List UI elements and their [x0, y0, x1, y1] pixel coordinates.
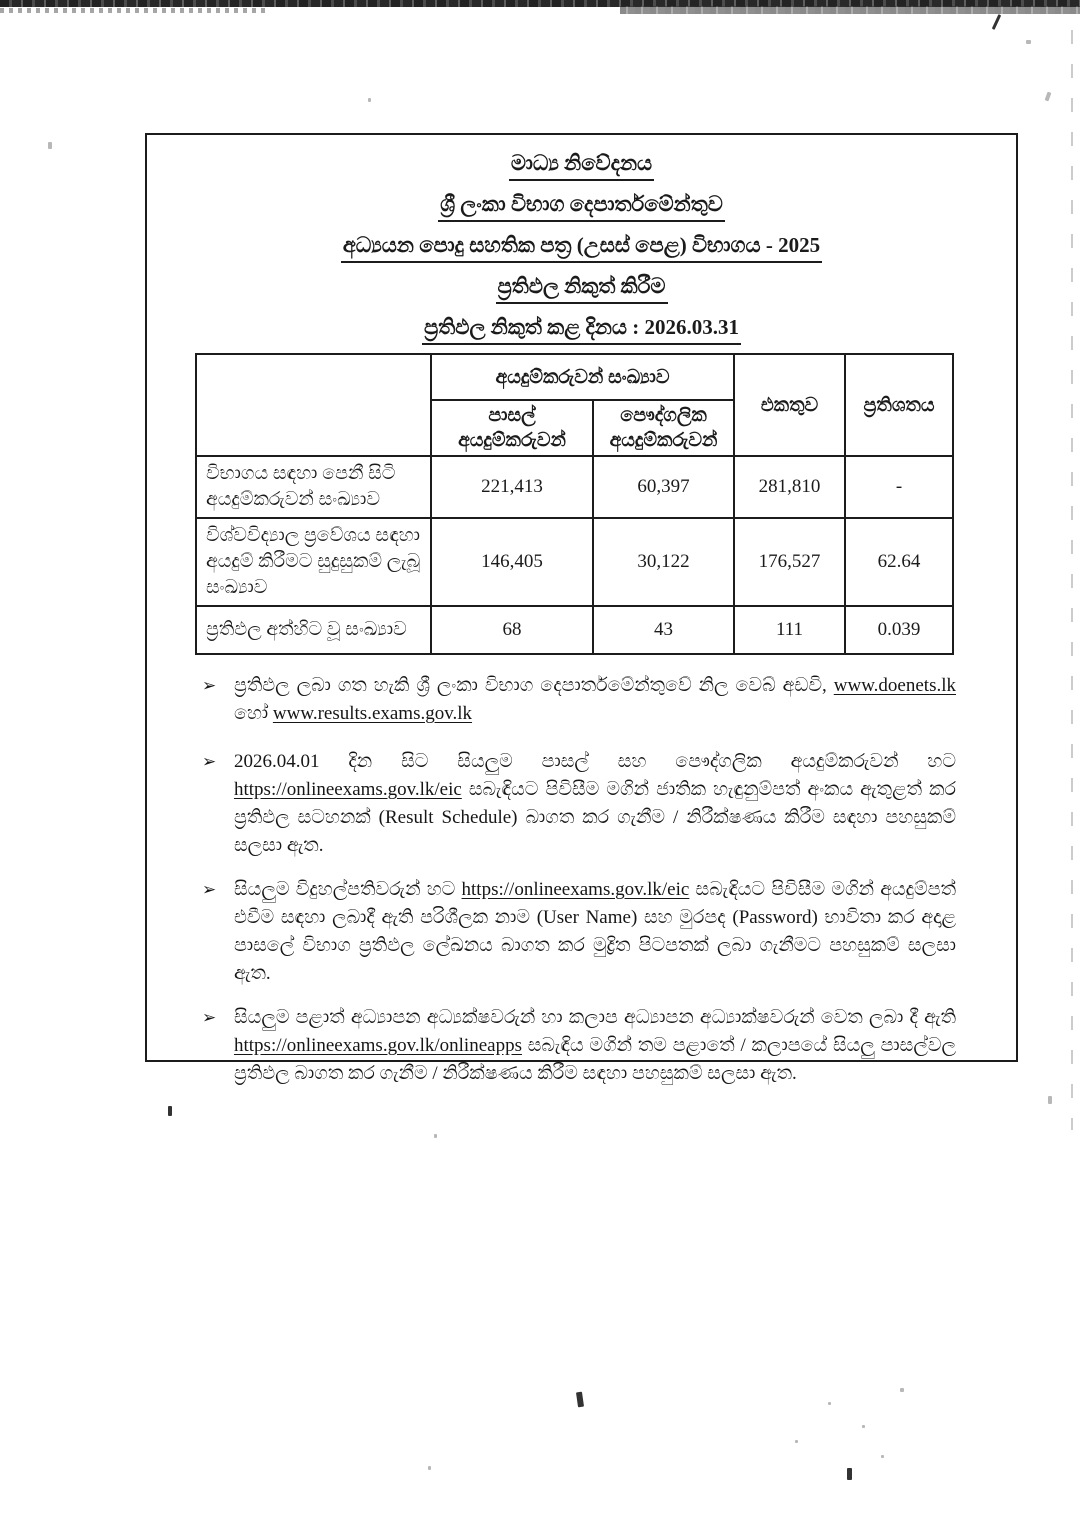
- bullet-segment: සියලුම පළාත් අධ්‍යාපන අධ්‍යක්ෂවරුන් හා කලාප අධ්‍යාපන අධ්‍යාක්ෂවරුන් වෙත ලබා දී ඇති: [234, 1007, 956, 1028]
- bullet-item-websites: [202, 672, 956, 728]
- document-headings: [147, 135, 1016, 345]
- bullet-text: [234, 672, 956, 728]
- cell-private-count: 30,122: [593, 518, 734, 606]
- scan-speck: [900, 1388, 904, 1392]
- bullet-segment: සබැඳියට පිවිසීම මගින් ජාතික හැඳුනුම්පත් අංකය ඇතුළත් කර ප්‍රතිඵල සටහනක් (Result Schedule) බාගත කර ගැනීම / නිරීක්ෂණය කිරීම සඳහා පහසුකම් සලසා ඇත.: [234, 779, 956, 856]
- cell-school-count: 221,413: [431, 456, 593, 518]
- link-doenets[interactable]: www.doenets.lk: [833, 675, 956, 696]
- scan-speck: [828, 1402, 831, 1405]
- column-group-header-applicants: අයදුම්කරුවන් සංඛ්‍යාව: [431, 354, 734, 400]
- heading-media-release: [147, 148, 1016, 181]
- bullet-segment: හෝ: [234, 703, 273, 724]
- bullet-item-principals-download: [202, 876, 956, 988]
- scan-speck: [881, 1455, 884, 1458]
- cell-total-count: 281,810: [734, 456, 845, 518]
- cell-school-count: 68: [431, 606, 593, 654]
- results-table: [195, 353, 954, 655]
- scan-speck: [847, 1468, 852, 1480]
- column-header-private-applicants: පෞද්ගලික අයදුම්කරුවන්: [593, 400, 734, 456]
- scan-speck: [168, 1106, 172, 1116]
- scan-speck: [795, 1440, 798, 1443]
- scan-artifact-line: [1071, 30, 1073, 1130]
- cell-total-count: 176,527: [734, 518, 845, 606]
- link-onlineexams-eic[interactable]: https://onlineexams.gov.lk/eic: [461, 879, 690, 900]
- cell-percentage: 62.64: [845, 518, 953, 606]
- heading-release-date: [147, 312, 1016, 345]
- heading-text: ප්‍රතිඵල නිකුත් කිරීම: [496, 271, 668, 304]
- row-label-sat-for-exam: විභාගය සඳහා පෙනී සිටි අයදුම්කරුවන් සංඛ්‍යාව: [196, 456, 431, 518]
- link-onlineexams-onlineapps[interactable]: https://onlineexams.gov.lk/onlineapps: [234, 1035, 522, 1056]
- bullet-segment: සබැඳිය මගින් තම පළාතේ / කලාපයේ සියලු පාසල්වල ප්‍රතිඵල බාගත කර ගැනීම / නිරීක්ෂණය කිරීම සඳහා පහසුකම් සලසා ඇත.: [234, 1035, 956, 1084]
- row-label-results-withheld: ප්‍රතිඵල අත්හිට වූ සංඛ්‍යාව: [196, 606, 431, 654]
- table-row: [196, 606, 953, 654]
- heading-text: ප්‍රතිඵල නිකුත් කළ දිනය : 2026.03.31: [422, 312, 741, 345]
- empty-corner-cell: [196, 354, 431, 456]
- heading-text: ශ්‍රී ලංකා විභාග දෙපාර්තමේන්තුව: [438, 189, 725, 222]
- heading-department: [147, 189, 1016, 222]
- cell-school-count: 146,405: [431, 518, 593, 606]
- cell-private-count: 60,397: [593, 456, 734, 518]
- bullet-text: [234, 876, 956, 988]
- scan-speck: [48, 142, 52, 149]
- scan-artifact-band: [620, 6, 1080, 14]
- scan-speck: [428, 1466, 431, 1470]
- bullet-segment: ප්‍රතිඵල ලබා ගත හැකි ශ්‍රී ලංකා විභාග දෙපාර්තමේන්තුවේ නිල වෙබ් අඩවි,: [234, 675, 834, 696]
- bullet-segment: සබැඳියට පිවිසීම මගින් අයදුම්පත් එවීම සඳහා ලබාදී ඇති පරිශීලක නාම (User Name) සහ මුරපද (Password) භාවිතා කර අදාළ පාසලේ විභාග ප්‍රතිඵල ලේඛනය බාගත කර මුද්‍රිත පිටපතක් ලබා ගැනීමට පහසුකම් සලසා ඇත.: [234, 879, 956, 984]
- table-row: [196, 456, 953, 518]
- column-header-school-applicants: පාසල් අයදුම්කරුවන්: [431, 400, 593, 456]
- heading-exam-title: [147, 230, 1016, 263]
- row-label-university-eligible: විශ්වවිද්‍යාල ප්‍රවේශය සඳහා අයදුම් කිරීමට සුදුසුකම් ලැබූ සංඛ්‍යාව: [196, 518, 431, 606]
- link-results-exams-gov[interactable]: www.results.exams.gov.lk: [272, 703, 473, 724]
- table-row: [196, 518, 953, 606]
- scan-artifact-band: [0, 8, 265, 13]
- bullet-segment: 2026.04.01 දින සිට සියලුම පාසල් සහ පෞද්ගලික අයදුම්කරුවන් හට: [234, 751, 956, 772]
- scan-speck: [992, 14, 1001, 30]
- document-border-box: [145, 133, 1018, 1084]
- scan-speck: [1048, 1096, 1052, 1104]
- scan-speck: [368, 98, 371, 102]
- cell-percentage: 0.039: [845, 606, 953, 654]
- heading-results-release: [147, 271, 1016, 304]
- bullet-arrow-icon: ➢: [202, 752, 217, 772]
- cell-total-count: 111: [734, 606, 845, 654]
- scan-speck: [1026, 40, 1031, 44]
- cell-percentage: -: [845, 456, 953, 518]
- bullet-segment: සියලුම විදුහල්පතිවරුන් හට: [234, 879, 462, 900]
- scan-speck: [1045, 92, 1052, 102]
- scan-speck: [434, 1134, 437, 1138]
- bullet-list: [147, 672, 1016, 1088]
- scan-speck: [576, 1392, 584, 1408]
- column-header-percentage: ප්‍රතිශතය: [845, 354, 953, 456]
- bullet-text: [234, 1004, 956, 1088]
- scan-speck: [862, 1425, 865, 1428]
- bullet-item-directors-download: [202, 1004, 956, 1088]
- bullet-arrow-icon: ➢: [202, 880, 217, 900]
- cell-private-count: 43: [593, 606, 734, 654]
- bullet-arrow-icon: ➢: [202, 1008, 217, 1028]
- heading-text: මාධ්‍ය නිවේදනය: [509, 148, 654, 181]
- link-onlineexams-eic[interactable]: https://onlineexams.gov.lk/eic: [234, 779, 462, 800]
- bullet-text: [234, 748, 956, 860]
- bullet-item-candidates-download: [202, 748, 956, 860]
- column-header-total: එකතුව: [734, 354, 845, 456]
- heading-text: අධ්‍යයන පොදු සහතික පත්‍ර (උසස් පෙළ) විභාගය - 2025: [341, 230, 822, 263]
- bullet-arrow-icon: ➢: [202, 676, 217, 696]
